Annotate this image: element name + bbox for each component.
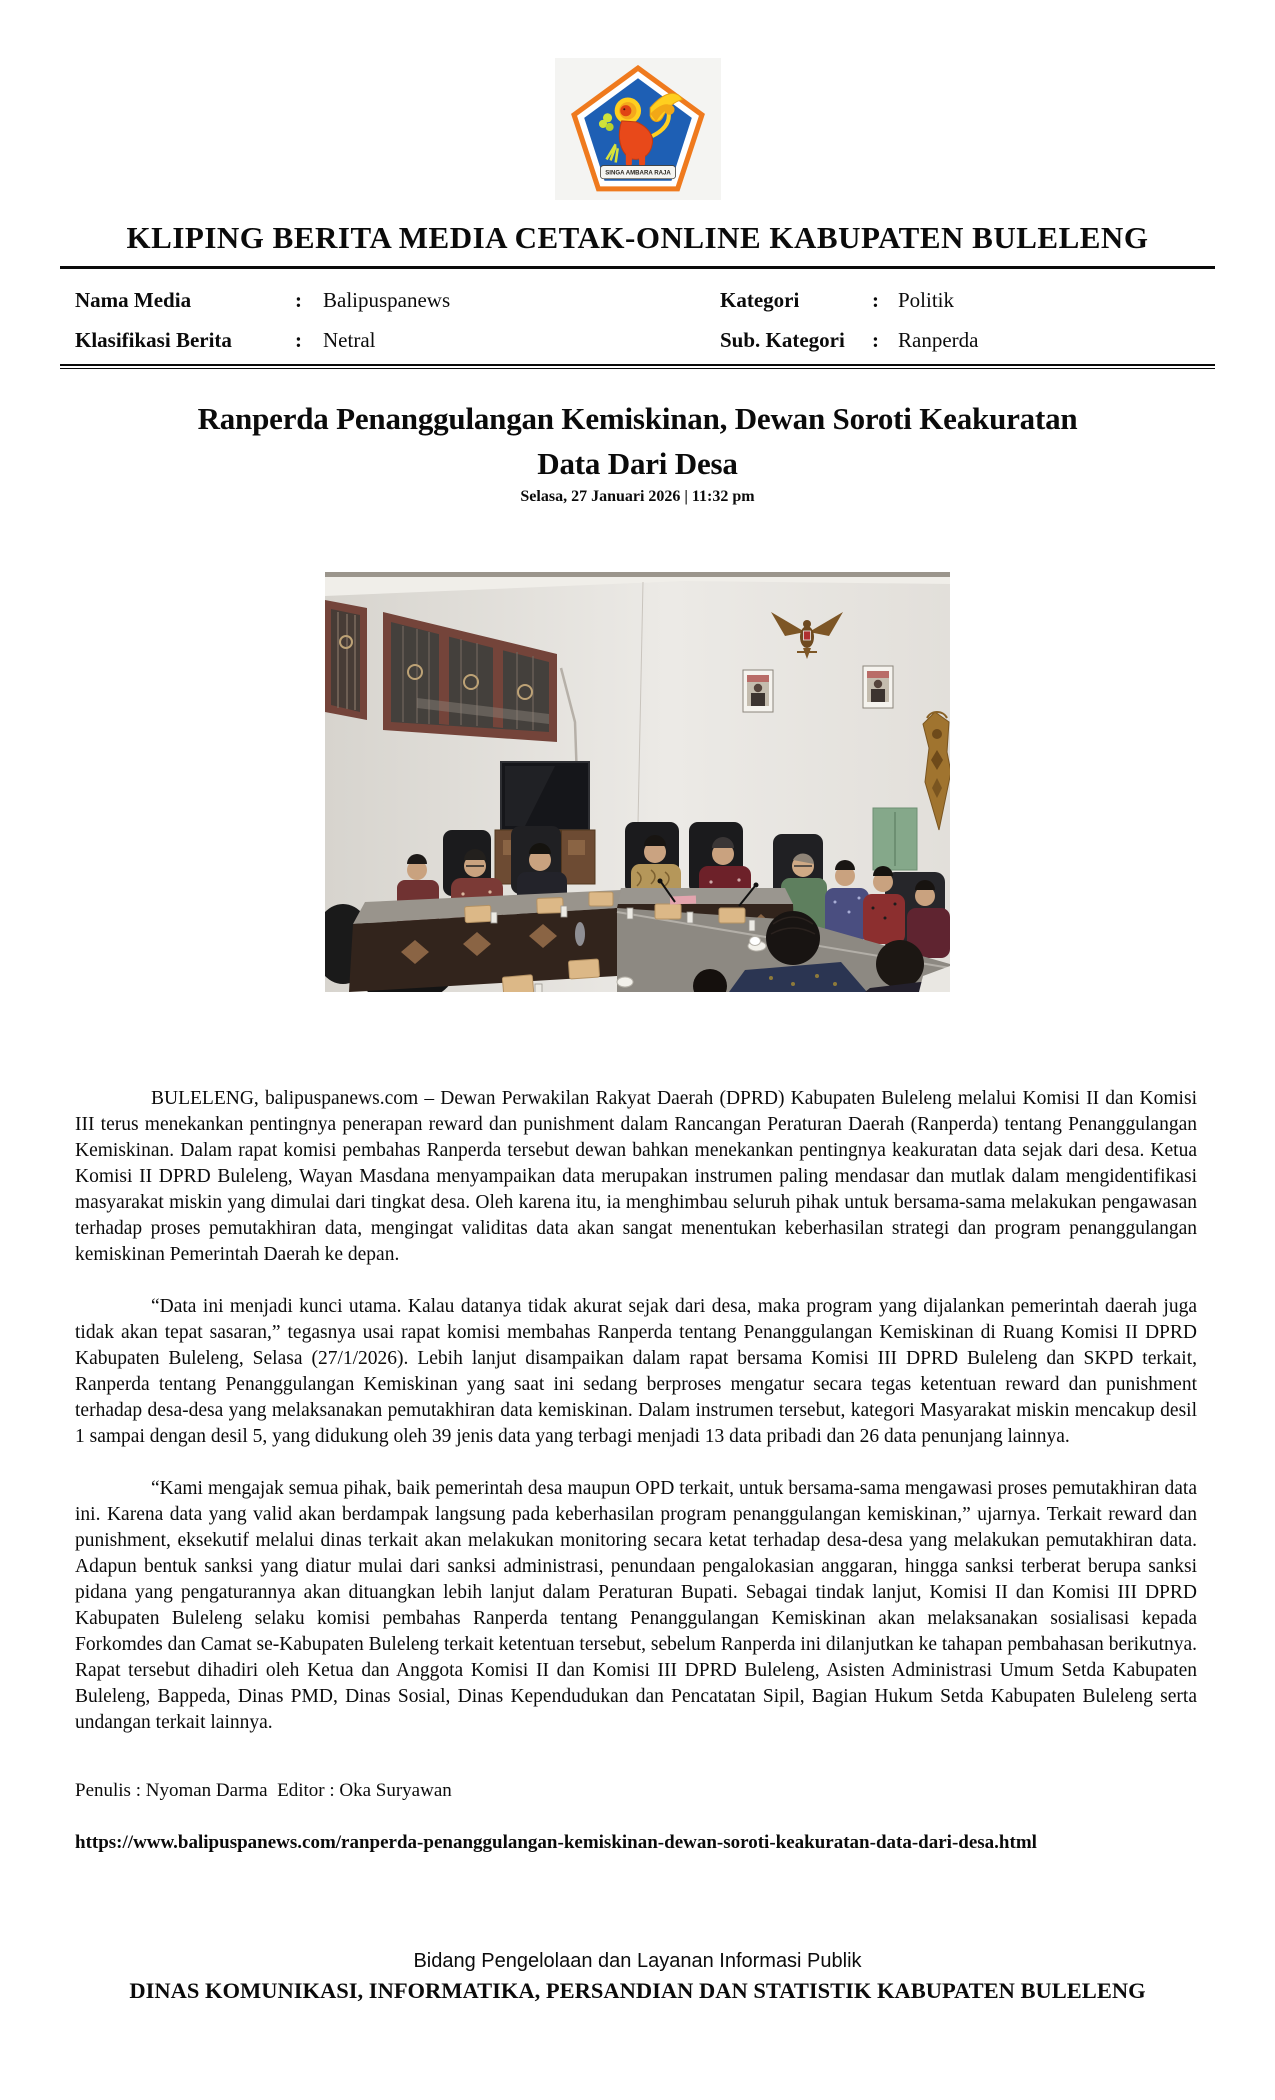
colon-separator: : [295,287,302,312]
svg-text:SINGA AMBARA RAJA: SINGA AMBARA RAJA [604,169,671,177]
article-paragraph: BULELENG, balipuspanews.com – Dewan Perwakilan Rakyat Daerah (DPRD) Kabupaten Buleleng melalui Komisi II dan Komisi III terus menekankan pentingnya penerapan reward dan punishment dalam Rancangan Peraturan Daerah (Ranperda) tentang Penanggulangan Kemiskinan. Dalam rapat komisi pembahas Ranperda tersebut dewan bahkan menekankan pentingnya keakuratan data sejak dari desa. Ketua Komisi II DPRD Buleleng, Wayan Masdana menyampaikan data merupakan instrumen paling mendasar dan mutlak dalam mengidentifikasi masyarakat miskin yang dimulai dari tingkat desa. Oleh karena itu, ia menghimbau seluruh pihak untuk bersama-sama melakukan pengawasan terhadap proses pemutakhiran data, mengingat validitas data akan sangat menentukan keberhasilan strategi dan program penanggulangan kemiskinan Pemerintah Daerah ke depan. [75,1088,1197,1265]
article-byline: Penulis : Nyoman Darma Editor : Oka Suryawan [75,1780,452,1801]
nama-media-label: Nama Media [75,287,192,312]
kategori-label: Kategori [720,287,800,312]
page-title: KLIPING BERITA MEDIA CETAK-ONLINE KABUPATEN BULELENG [126,220,1149,255]
article-source-url: https://www.balipuspanews.com/ranperda-penanggulangan-kemiskinan-dewan-soroti-keakuratan-data-dari-desa.html [75,1832,1037,1853]
article-body [75,1086,1197,1762]
logo-banner [600,166,675,179]
meta-rule [60,364,1215,369]
sub-kategori-value: Ranperda [898,327,979,352]
meta-row-sub-kategori [720,320,1220,360]
header-rule [60,266,1215,269]
footer-division: Bidang Pengelolaan dan Layanan Informasi Publik [413,1950,862,1972]
colon-separator: : [872,287,879,312]
colon-separator: : [872,327,879,352]
meta-row-klasifikasi [75,320,720,360]
colon-separator: : [295,327,302,352]
article-photo [325,572,950,992]
kategori-value: Politik [898,287,955,312]
media-metadata [75,280,1220,360]
article-title [0,396,1275,486]
article-paragraph: “Kami mengajak semua pihak, baik pemerintah desa maupun OPD terkait, untuk bersama-sama mengawasi proses pemutakhiran data ini. Karena data yang valid akan berdampak langsung pada keberhasilan program penanggulangan kemiskinan,” ujarnya. Terkait reward dan punishment, eksekutif melalui dinas terkait akan melakukan monitoring secara ketat terhadap desa-desa yang melakukan pemutakhiran data. Adapun bentuk sanksi yang diatur mulai dari sanksi administrasi, penundaan pengalokasian anggaran, hingga sanksi terberat berupa sanksi pidana yang pengaturannya akan dituangkan lebih lanjut dalam Peraturan Bupati. Sebagai tindak lanjut, Komisi II dan Komisi III DPRD Kabupaten Buleleng selaku komisi pembahas Ranperda tentang Penanggulangan Kemiskinan akan melaksanakan sosialisasi kepada Forkomdes dan Camat se-Kabupaten Buleleng terkait ketentuan tersebut, sebelum Ranperda ini dilanjutkan ke tahapan pembahasan berikutnya. Rapat tersebut dihadiri oleh Ketua dan Anggota Komisi II dan Komisi III DPRD Buleleng, Asisten Administrasi Umum Setda Kabupaten Buleleng, Bappeda, Dinas PMD, Dinas Sosial, Dinas Kependudukan dan Pencatatan Sipil, Bagian Hukum Setda Kabupaten Buleleng serta undangan terkait lainnya. [75,1478,1197,1733]
footer-agency: DINAS KOMUNIKASI, INFORMATIKA, PERSANDIAN DAN STATISTIK KABUPATEN BULELENG [129,1978,1146,2003]
article-title-line1: Ranperda Penanggulangan Kemiskinan, Dewan Soroti Keakuratan [197,401,1078,436]
meeting-room-photo [325,572,950,992]
klasifikasi-value: Netral [323,327,376,352]
nama-media-value: Balipuspanews [323,287,451,312]
buleleng-emblem-logo [555,58,721,200]
meta-row-nama-media [75,280,720,320]
article-date: Selasa, 27 Januari 2026 | 11:32 pm [520,488,755,505]
article-title-line2: Data Dari Desa [537,446,738,481]
article-paragraph: “Data ini menjadi kunci utama. Kalau datanya tidak akurat sejak dari desa, maka program yang dijalankan pemerintah daerah juga tidak akan tepat sasaran,” tegasnya usai rapat komisi membahas Ranperda tentang Penanggulangan Kemiskinan di Ruang Komisi II DPRD Kabupaten Buleleng, Selasa (27/1/2026). Lebih lanjut disampaikan dalam rapat bersama Komisi III DPRD Buleleng dan SKPD terkait, Ranperda tentang Penanggulangan Kemiskinan yang saat ini sedang berproses mengatur secara tegas ketentuan reward dan punishment terhadap desa-desa yang melaksanakan pemutakhiran data kemiskinan. Dalam instrumen tersebut, kategori Masyarakat miskin mencakup desil 1 sampai dengan desil 5, yang didukung oleh 39 jenis data yang terbagi menjadi 13 data pribadi dan 26 data penunjang lainnya. [75,1296,1197,1447]
meta-row-kategori [720,280,1220,320]
buleleng-pentagon-emblem-icon [571,65,705,193]
klasifikasi-label: Klasifikasi Berita [75,327,232,352]
sub-kategori-label: Sub. Kategori [720,327,845,352]
